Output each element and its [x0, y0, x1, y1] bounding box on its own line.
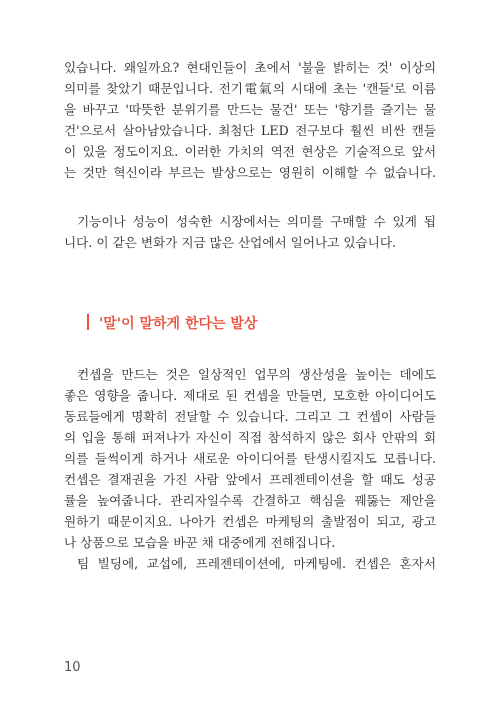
text-line: 이 있을 정도이지요. 이러한 가치의 역전 현상은 기술적으로 앞서	[64, 144, 436, 159]
text-line: 나 상품으로 모습을 바꾼 채 대중에게 전해집니다.	[64, 535, 336, 550]
text-line: 팀 빌딩에, 교섭에, 프레젠테이션에, 마케팅에. 컨셉은 혼자서	[77, 556, 436, 571]
text-line: 기능이나 성능이 성숙한 시장에서는 의미를 구매할 수 있게 됩	[77, 214, 436, 229]
text-line: 좋은 영향을 줍니다. 제대로 된 컨셉을 만들면, 모호한 아이디어도	[64, 388, 436, 403]
text-line: 원하기 때문이지요. 나아가 컨셉은 마케팅의 출발점이 되고, 광고	[64, 514, 436, 529]
text-line: 컨셉을 만드는 것은 일상적인 업무의 생산성을 높이는 데에도	[77, 367, 436, 382]
heading-accent-bar	[87, 314, 89, 330]
text-line: 의를 들썩이게 하거나 새로운 아이디어를 탄생시킬지도 모릅니다.	[64, 451, 436, 466]
paragraph-4	[64, 553, 436, 574]
text-line: 컨셉은 결재권을 가진 사람 앞에서 프레젠테이션을 할 때도 성공	[64, 472, 436, 487]
page-number: 10	[64, 660, 81, 675]
paragraph-3	[64, 364, 436, 553]
text-line: 있습니다. 왜일까요? 현대인들이 초에서 '불을 밝히는 것' 이상의	[64, 60, 436, 75]
paragraph-2	[64, 211, 436, 253]
text-line: 건'으로서 살아남았습니다. 최첨단 LED 전구보다 훨씬 비싼 캔들	[64, 123, 436, 138]
text-line: 의 입을 통해 퍼져나가 자신이 직접 참석하지 않은 회사 안팎의 회	[64, 430, 436, 445]
text-line: 동료들에게 명확히 전달할 수 있습니다. 그리고 그 컨셉이 사람들	[64, 409, 436, 424]
text-line: 니다. 이 같은 변화가 지금 많은 산업에서 일어나고 있습니다.	[64, 235, 397, 250]
paragraph-1	[64, 57, 436, 183]
text-line: 을 바꾸고 '따뜻한 분위기를 만드는 물건' 또는 '향기를 즐기는 물	[64, 102, 436, 117]
text-line: 률을 높여줍니다. 관리자일수록 간결하고 핵심을 꿰뚫는 제안을	[64, 493, 436, 508]
heading-text: '말'이 말하게 한다는 발상	[99, 316, 258, 332]
text-line: 는 것만 혁신이라 부르는 발상으로는 영원히 이해할 수 없습니다.	[64, 165, 436, 180]
text-line: 의미를 찾았기 때문입니다. 전기電氣의 시대에 초는 '캔들'로 이름	[64, 81, 436, 96]
